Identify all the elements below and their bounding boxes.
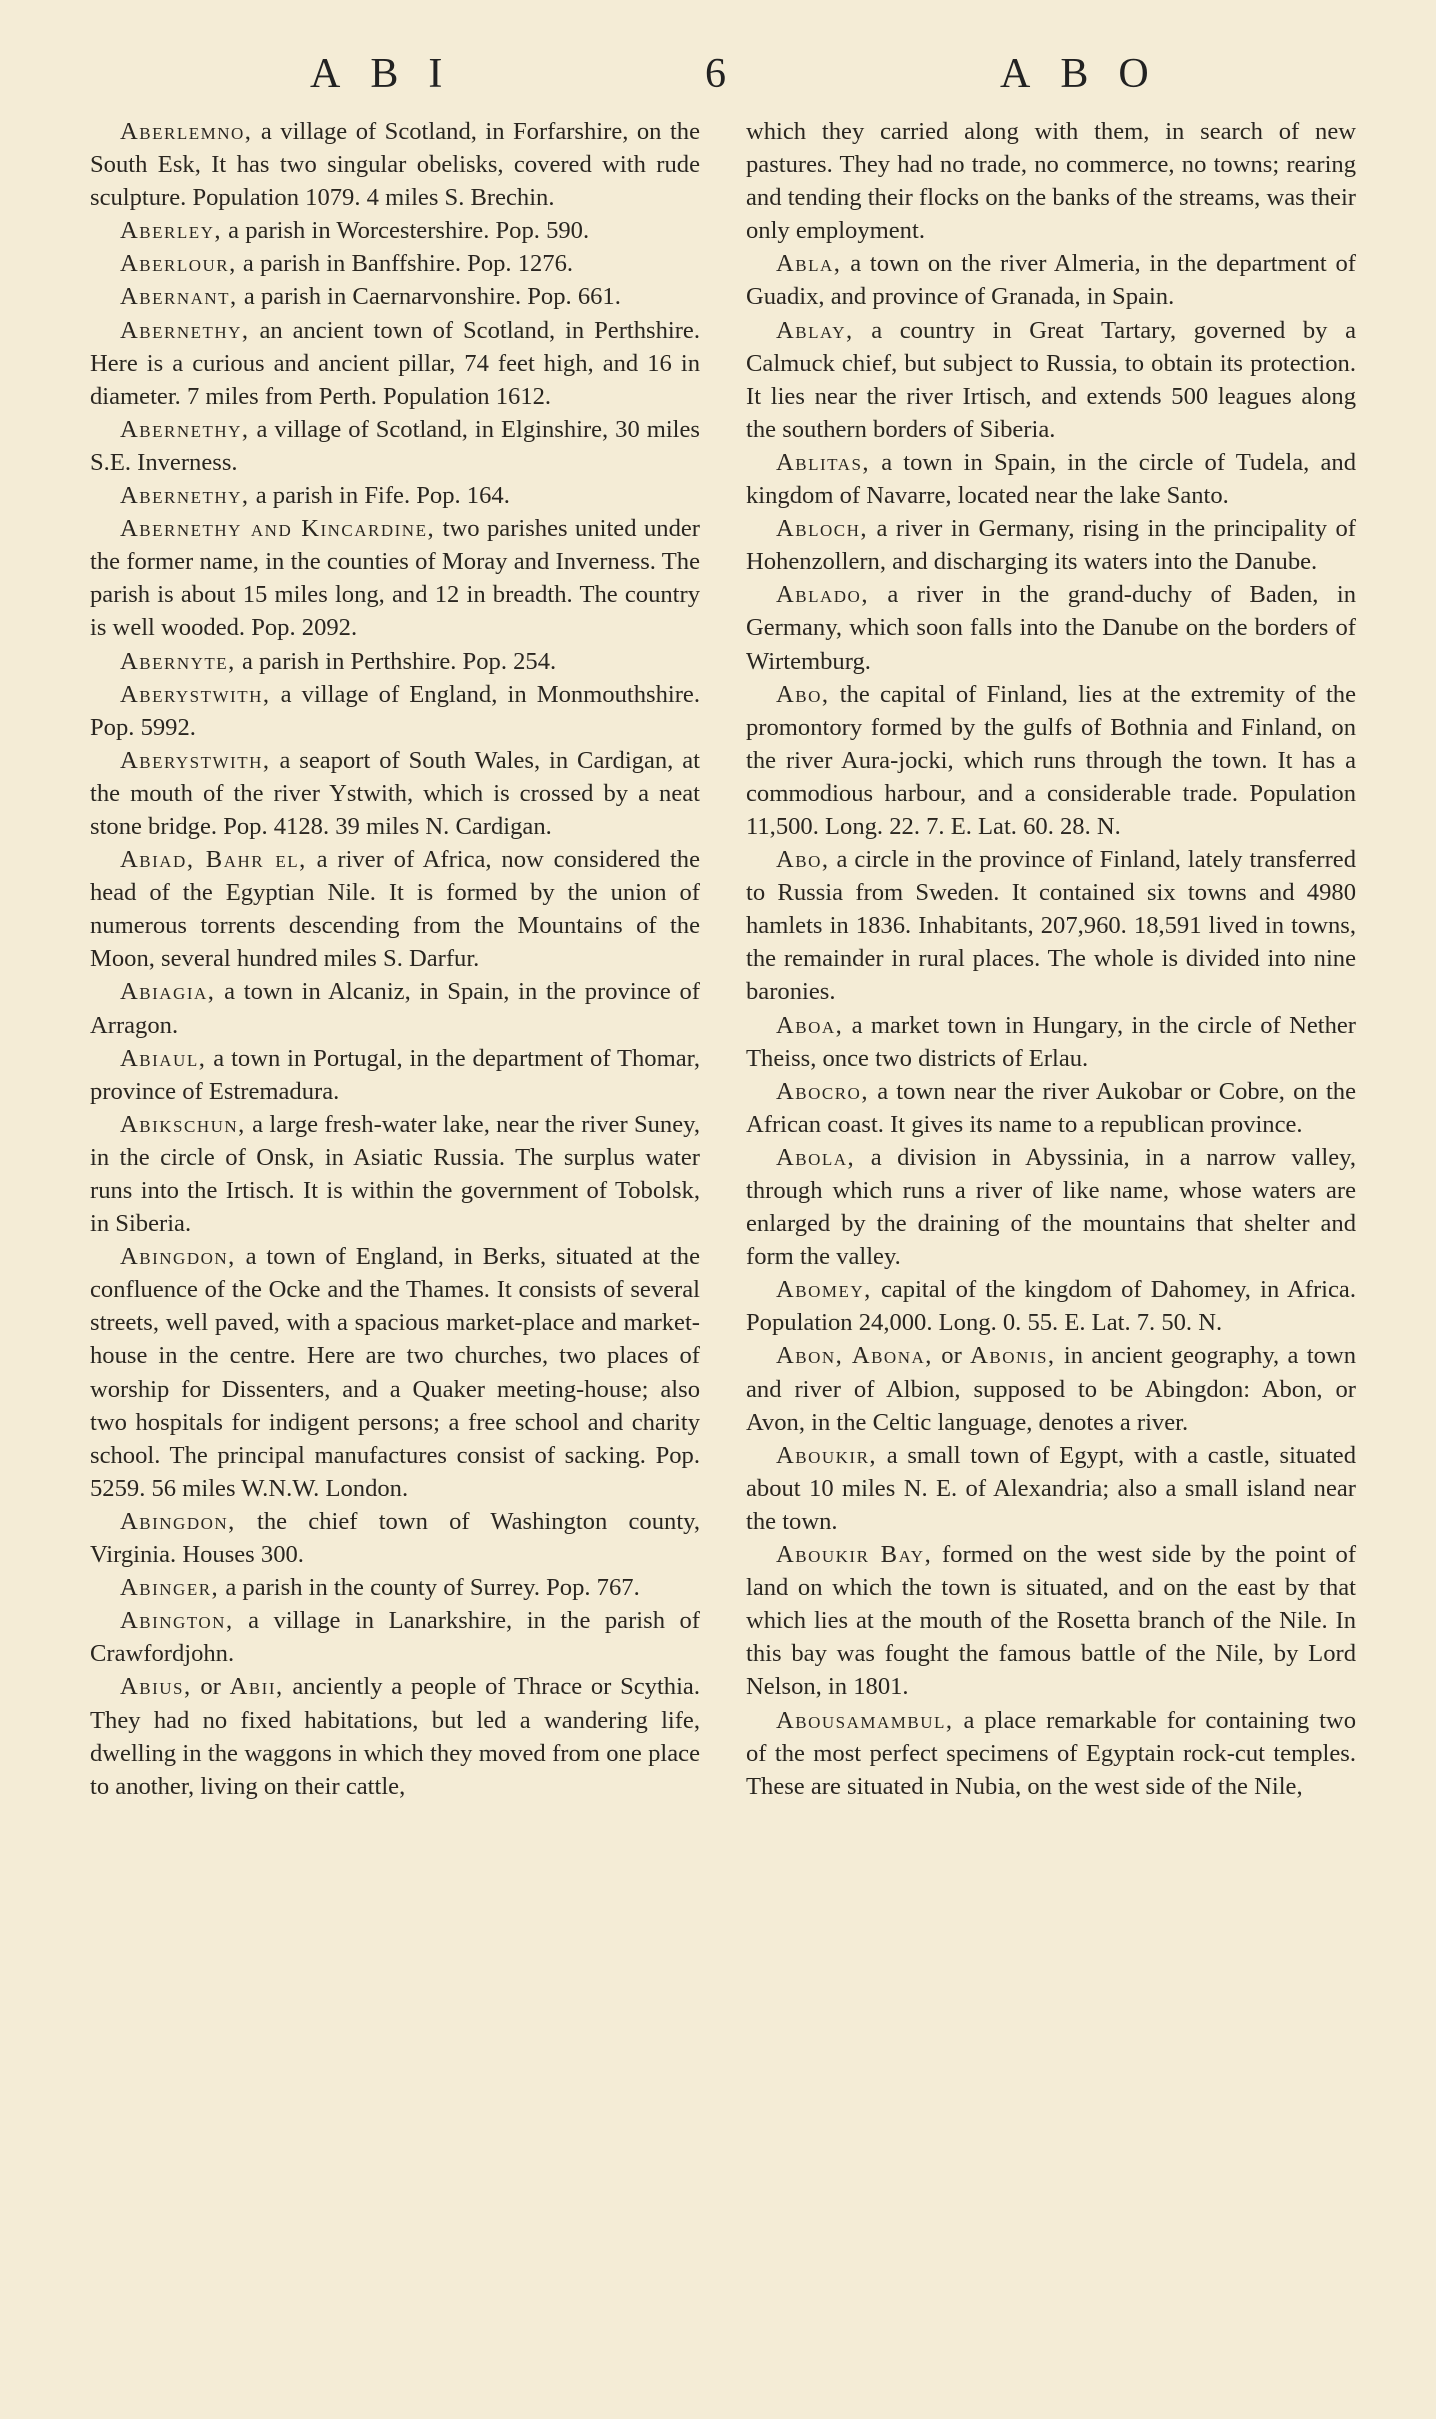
running-header bbox=[0, 50, 1436, 110]
gazetteer-entry bbox=[90, 975, 700, 1041]
entry-text: a parish in Worcestershire. Pop. 590. bbox=[222, 217, 590, 245]
entry-headword: Aboukir, bbox=[776, 1441, 878, 1469]
entry-text: a parish in Banffshire. Pop. 1276. bbox=[236, 250, 574, 278]
entry-headword: Abocro, bbox=[776, 1077, 869, 1105]
gazetteer-entry bbox=[746, 314, 1356, 446]
entry-headword: Abernethy, bbox=[120, 482, 250, 510]
gazetteer-entry bbox=[746, 1009, 1356, 1075]
entry-headword: Aberystwith, bbox=[120, 746, 271, 774]
entry-text: two parishes united under the former name, in the counties of Moray and Inverness. The parish is about 15 miles long, and 12 in breadth. The country is well wooded. Pop. 2092. bbox=[90, 515, 701, 642]
entry-headword: Abinger, bbox=[120, 1574, 220, 1602]
entry-headword: Aberlour, bbox=[120, 250, 237, 278]
entry-text: a division in Abyssinia, in a narrow valley, through which runs a river of like name, whose waters are enlarged by the draining of the mountains that shelter and form the valley. bbox=[746, 1143, 1356, 1271]
left-column bbox=[90, 115, 700, 1803]
gazetteer-entry bbox=[746, 512, 1356, 578]
gazetteer-entry bbox=[746, 678, 1356, 843]
gazetteer-entry bbox=[90, 1604, 700, 1670]
entry-text: a village of England, in Monmouthshire. Pop. 5992. bbox=[90, 680, 700, 741]
gazetteer-entry bbox=[746, 1075, 1356, 1141]
gazetteer-entry bbox=[90, 1108, 700, 1240]
entry-text: a town near the river Aukobar or Cobre, on the African coast. It gives its name to a republican province. bbox=[746, 1077, 1356, 1138]
entry-headword: Abikschun, bbox=[120, 1110, 246, 1138]
entry-text: in ancient geography, a town and river of Albion, supposed to be Abingdon: Abon, or Avon, in the Celtic language, denotes a river. bbox=[746, 1342, 1357, 1436]
entry-text: formed on the west side by the point of land on which the town is situated, and on the east by that which lies at the mouth of the Rosetta branch of the Nile. In this bay was fought the famous battle of the Nile, by Lord Nelson, in 1801. bbox=[746, 1541, 1357, 1701]
entry-text: a seaport of South Wales, in Cardigan, at the mouth of the river Ystwith, which is crossed by a neat stone bridge. Pop. 4128. 39 miles N. Cardigan. bbox=[90, 746, 700, 840]
entry-headword: Abingdon, bbox=[120, 1243, 236, 1271]
entry-text: or bbox=[191, 1673, 230, 1701]
entry-headword: Abius, bbox=[120, 1673, 192, 1701]
page-number: 6 bbox=[705, 51, 726, 97]
right-column-entries bbox=[746, 247, 1356, 1802]
gazetteer-entry bbox=[746, 247, 1356, 313]
entry-text: a parish in Caernarvonshire. Pop. 661. bbox=[237, 283, 621, 311]
gazetteer-entry bbox=[746, 1339, 1356, 1438]
gazetteer-entry bbox=[746, 578, 1356, 677]
gazetteer-entry bbox=[746, 1273, 1356, 1339]
continuation-text: which they carried along with them, in search of new pastures. They had no trade, no commerce, no towns; rearing and tending their flocks on the banks of the streams, was their only employment. bbox=[746, 118, 1356, 245]
entry-text: capital of the kingdom of Dahomey, in Africa. Population 24,000. Long. 0. 55. E. Lat. 7. 50. N. bbox=[746, 1276, 1356, 1337]
entry-headword: Abiagia, bbox=[120, 978, 216, 1006]
gazetteer-entry bbox=[746, 1439, 1356, 1538]
entry-text: a river in Germany, rising in the principality of Hohenzollern, and discharging its waters into the Danube. bbox=[746, 515, 1356, 576]
entry-headword: Aberystwith, bbox=[120, 680, 271, 708]
entry-headword: Abernyte, bbox=[120, 647, 236, 675]
entry-text: a river of Africa, now considered the head of the Egyptian Nile. It is formed by the union of numerous torrents descending from the Mountains of the Moon, several hundred miles S. Darfur. bbox=[90, 846, 700, 973]
header-left-guideword: ABI bbox=[310, 51, 473, 97]
gazetteer-entry bbox=[90, 843, 700, 975]
gazetteer-entry bbox=[90, 479, 700, 512]
entry-text: a circle in the province of Finland, lately transferred to Russia from Sweden. It contained six towns and 4980 hamlets in 1836. Inhabitants, 207,960. 18,591 lived in towns, the remainder in rural places. The whole is divided into nine baronies. bbox=[746, 846, 1356, 1006]
gazetteer-entry bbox=[746, 843, 1356, 1008]
gazetteer-entry bbox=[90, 214, 700, 247]
header-right-guideword: ABO bbox=[1000, 51, 1179, 97]
entry-text: a country in Great Tartary, governed by a Calmuck chief, but subject to Russia, to obtain its protection. It lies near the river Irtisch, and extends 500 leagues along the southern borders of Siberia. bbox=[746, 316, 1356, 443]
entry-text: anciently a people of Thrace or Scythia. They had no fixed habitations, but led a wandering life, dwelling in the waggons in which they moved from one place to another, living on their cattle, bbox=[90, 1673, 700, 1800]
entry-headword: Abon, Abona, bbox=[776, 1342, 933, 1370]
gazetteer-entry bbox=[90, 744, 700, 843]
entry-headword: Aboa, bbox=[776, 1011, 844, 1039]
entry-headword: Ablado, bbox=[776, 581, 869, 609]
entry-text: a market town in Hungary, in the circle of Nether Theiss, once two districts of Erlau. bbox=[746, 1011, 1356, 1072]
entry-headword: Abernethy and Kincardine, bbox=[120, 515, 436, 543]
entry-text: a parish in the county of Surrey. Pop. 767. bbox=[219, 1574, 640, 1602]
entry-headword: Abernant, bbox=[120, 283, 238, 311]
entry-text: a parish in Fife. Pop. 164. bbox=[249, 482, 510, 510]
entry-headword: Abernethy, bbox=[120, 415, 250, 443]
entry-headword: Abla, bbox=[776, 250, 842, 278]
entry-headword: Aboukir Bay, bbox=[776, 1541, 933, 1569]
entry-text: the chief town of Washington county, Virginia. Houses 300. bbox=[90, 1507, 700, 1569]
entry-text: a river in the grand-duchy of Baden, in Germany, which soon falls into the Danube on the borders of Wirtemburg. bbox=[746, 581, 1356, 675]
gazetteer-entry bbox=[90, 314, 700, 413]
entry-headword: Abernethy, bbox=[120, 316, 250, 344]
right-column bbox=[746, 115, 1356, 1803]
entry-text: a village of Scotland, in Forfarshire, on the South Esk, It has two singular obelisks, covered with rude sculpture. Population 1079. 4 miles S. Brechin. bbox=[90, 118, 700, 212]
gazetteer-entry bbox=[90, 1042, 700, 1108]
entry-headword: Ablitas, bbox=[776, 448, 871, 476]
gazetteer-entry bbox=[90, 1505, 700, 1571]
entry-headword: Ablay, bbox=[776, 316, 854, 344]
gazetteer-entry bbox=[746, 1704, 1356, 1803]
gazetteer-entry bbox=[746, 1141, 1356, 1273]
gazetteer-entry bbox=[90, 512, 700, 644]
gazetteer-entry bbox=[746, 1538, 1356, 1703]
entry-headword: Abonis, bbox=[970, 1342, 1056, 1370]
gazetteer-entry bbox=[746, 446, 1356, 512]
gazetteer-entry bbox=[90, 678, 700, 744]
entry-text: a large fresh-water lake, near the river Suney, in the circle of Onsk, in Asiatic Russia. The surplus water runs into the Irtisch. It is within the government of Tobolsk, in Siberia. bbox=[90, 1110, 700, 1238]
gazetteer-entry bbox=[90, 247, 700, 280]
entry-text: a parish in Perthshire. Pop. 254. bbox=[235, 647, 557, 675]
entry-headword: Abingdon, bbox=[120, 1507, 236, 1535]
entry-headword: Aberlemno, bbox=[120, 118, 253, 145]
entry-text: a town in Alcaniz, in Spain, in the province of Arragon. bbox=[90, 978, 700, 1039]
entry-headword: Abington, bbox=[120, 1607, 234, 1635]
gazetteer-entry bbox=[90, 280, 700, 313]
entry-text: a town in Spain, in the circle of Tudela, and kingdom of Navarre, located near the lake Santo. bbox=[746, 448, 1356, 510]
entry-headword: Abii, bbox=[229, 1673, 284, 1701]
entry-headword: Abiaul, bbox=[120, 1044, 207, 1072]
entry-headword: Abiad, Bahr el, bbox=[120, 846, 307, 874]
entry-headword: Abo, bbox=[776, 680, 830, 708]
entry-headword: Aberley, bbox=[120, 217, 223, 245]
entry-headword: Abomey, bbox=[776, 1276, 872, 1304]
entry-text: a town in Portugal, in the department of Thomar, province of Estremadura. bbox=[90, 1044, 700, 1105]
entry-text: an ancient town of Scotland, in Perthshire. Here is a curious and ancient pillar, 74 feet high, and 16 in diameter. 7 miles from Perth. Population 1612. bbox=[90, 316, 700, 410]
entry-text: a place remarkable for containing two of the most perfect specimens of Egyptain rock-cut temples. These are situated in Nubia, on the west side of the Nile, bbox=[746, 1706, 1356, 1800]
gazetteer-entry bbox=[90, 1670, 700, 1802]
entry-headword: Abousamambul, bbox=[776, 1706, 954, 1734]
gazetteer-entry bbox=[90, 645, 700, 678]
entry-text: a village of Scotland, in Elginshire, 30 miles S.E. Inverness. bbox=[90, 415, 700, 476]
entry-text: a small town of Egypt, with a castle, situated about 10 miles N. E. of Alexandria; also a small island near the town. bbox=[746, 1441, 1356, 1535]
entry-text: a village in Lanarkshire, in the parish of Crawfordjohn. bbox=[90, 1607, 700, 1668]
entry-headword: Abloch, bbox=[776, 515, 869, 543]
entry-text: or bbox=[932, 1342, 971, 1370]
gazetteer-entry bbox=[90, 1571, 700, 1604]
entry-text: the capital of Finland, lies at the extremity of the promontory formed by the gulfs of Bothnia and Finland, on the river Aura-jocki, which runs through the town. It has a commodious harbour, and a considerable trade. Population 11,500. Long. 22. 7. E. Lat. 60. 28. N. bbox=[746, 680, 1356, 840]
entry-headword: Abo, bbox=[776, 846, 830, 874]
gazetteer-entry bbox=[90, 115, 700, 214]
gazetteer-entry bbox=[90, 1240, 700, 1505]
gazetteer-entry bbox=[90, 413, 700, 479]
entry-text: a town of England, in Berks, situated at the confluence of the Ocke and the Thames. It consists of several streets, well paved, with a spacious market-place and market-house in the centre. Here are two churches, two places of worship for Dissenters, and a Quaker meeting-house; also two hospitals for indigent persons; a free school and charity school. The principal manufactures consist of sacking. Pop. 5259. 56 miles W.N.W. London. bbox=[90, 1243, 700, 1502]
entry-headword: Abola, bbox=[776, 1143, 856, 1171]
entry-text: a town on the river Almeria, in the department of Guadix, and province of Granada, in Spain. bbox=[746, 250, 1356, 311]
